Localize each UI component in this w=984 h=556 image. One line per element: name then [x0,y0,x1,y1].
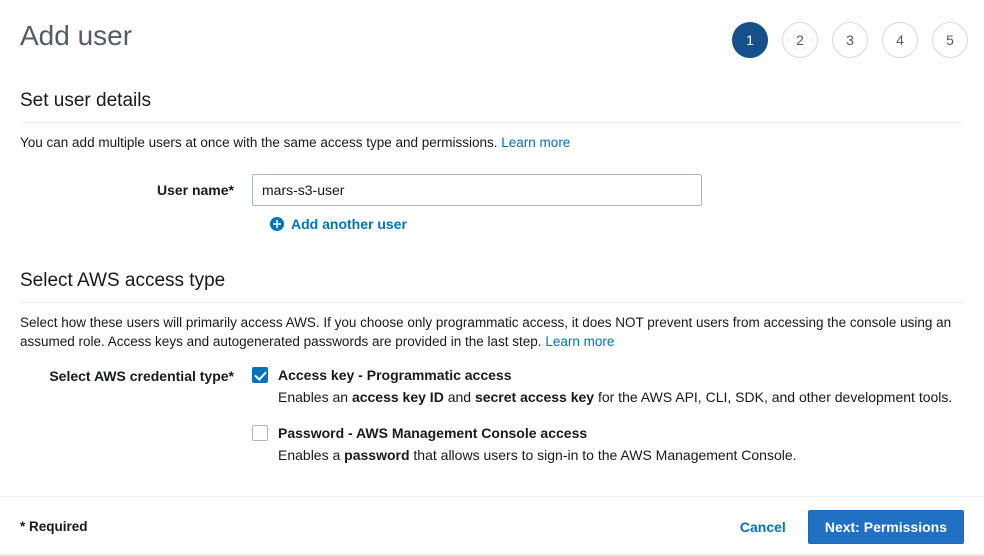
prog-desc-part-4: for the AWS API, CLI, SDK, and other development tools. [594,389,953,405]
prog-desc-part-3: secret access key [474,389,595,405]
credential-type-block [20,365,964,481]
programmatic-access-checkbox[interactable] [252,367,268,383]
console-access-description [278,445,797,465]
footer-actions [736,510,964,544]
access-type-learn-more-link[interactable]: Learn more [545,334,615,349]
step-4[interactable]: 4 [882,22,918,58]
access-type-description [20,313,964,351]
next-permissions-button[interactable]: Next: Permissions [808,510,964,544]
access-type-heading: Select AWS access type [20,270,226,291]
credential-type-label: Select AWS credential type* [49,368,234,384]
console-access-text [278,423,797,465]
username-input[interactable] [252,174,702,206]
cancel-button[interactable]: Cancel [736,513,790,541]
username-label: User name* [156,182,234,198]
step-3[interactable]: 3 [832,22,868,58]
programmatic-access-title: Access key - Programmatic access [278,367,512,383]
required-note: * Required [20,519,88,534]
user-details-learn-more-link[interactable]: Learn more [501,135,571,150]
step-indicator [732,22,968,58]
pwd-desc-part-2: that allows users to sign-in to the AWS Management Console. [409,447,797,463]
access-type-description-text: Select how these users will primarily access AWS. If you choose only programmatic access, it does NOT prevent users from accessing the console using an assumed role. Access keys and autogenerated passwords are provided in the last step. [20,315,952,349]
credential-option-password[interactable] [252,423,964,465]
access-type-divider [20,302,964,303]
plus-circle-icon [270,217,284,231]
credential-options [252,365,964,481]
add-another-user-button[interactable] [270,216,407,232]
prog-desc-part-2: and [443,389,475,405]
console-access-checkbox[interactable] [252,425,268,441]
step-1[interactable]: 1 [732,22,768,58]
user-details-description-text: You can add multiple users at once with the same access type and permissions. [20,135,498,150]
user-details-heading: Set user details [20,90,151,111]
page-header [0,0,984,72]
programmatic-access-description [278,387,952,407]
step-5[interactable]: 5 [932,22,968,58]
credential-option-programmatic[interactable] [252,365,964,407]
prog-desc-part-0: Enables an [278,389,352,405]
username-row [20,174,964,206]
pwd-desc-part-1: password [344,447,410,463]
user-details-description [20,133,964,152]
pwd-desc-part-0: Enables a [278,447,345,463]
page-content [0,90,984,481]
footer-bar [0,496,984,556]
add-another-user-label: Add another user [291,216,407,232]
prog-desc-part-1: access key ID [351,389,444,405]
step-2[interactable]: 2 [782,22,818,58]
programmatic-access-text [278,365,952,407]
user-details-divider [20,122,964,123]
console-access-title: Password - AWS Management Console access [278,425,588,441]
page-title: Add user [20,20,133,51]
